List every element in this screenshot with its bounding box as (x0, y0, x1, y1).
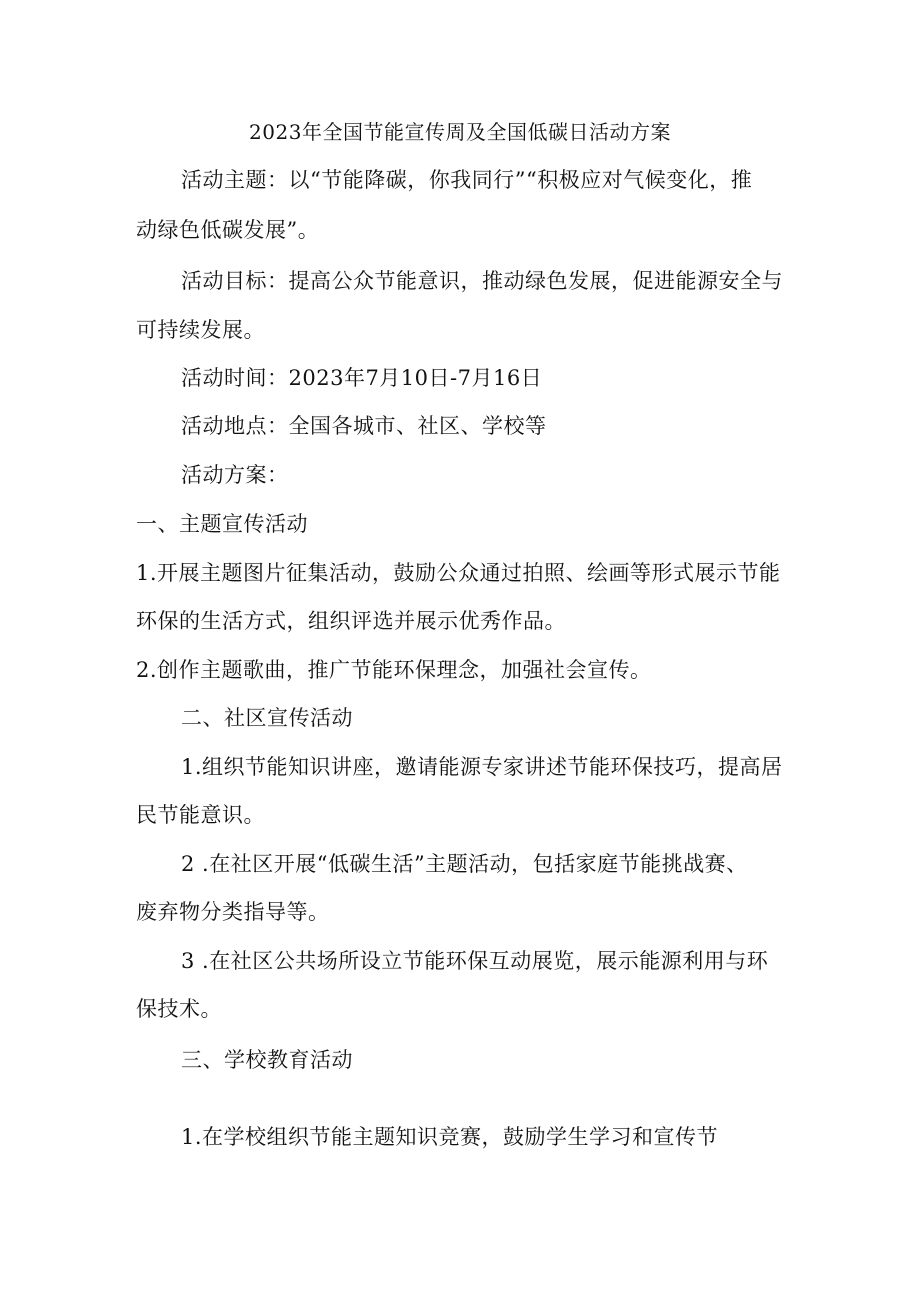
section2-item2-line2: 废弃物分类指导等。 (136, 900, 330, 924)
section2-item2-line1: 2 .在社区开展“低碳生活”主题活动，包括家庭节能挑战赛、 (181, 852, 748, 876)
goal-line-1: 活动目标：提高公众节能意识，推动绿色发展，促进能源安全与 (181, 269, 783, 293)
section1-item2: 2.创作主题歌曲，推广节能环保理念，加强社会宣传。 (136, 658, 652, 682)
section1-item1-line1: 1.开展主题图片征集活动，鼓励公众通过拍照、绘画等形式展示节能 (136, 561, 781, 585)
plan-label: 活动方案： (181, 463, 289, 487)
section2-heading: 二、社区宣传活动 (181, 706, 353, 730)
goal-line-2: 可持续发展。 (136, 318, 265, 342)
location-line: 活动地点：全国各城市、社区、学校等 (181, 414, 547, 438)
document-title: 2023年全国节能宣传周及全国低碳日活动方案 (249, 120, 671, 144)
theme-line-1: 活动主题：以“节能降碳，你我同行”“积极应对气候变化，推 (181, 168, 753, 192)
section2-item1-line2: 民节能意识。 (136, 803, 265, 827)
time-line: 活动时间：2023年7月10日-7月16日 (181, 366, 543, 390)
section3-heading: 三、学校教育活动 (181, 1048, 353, 1072)
section2-item1-line1: 1.组织节能知识讲座，邀请能源专家讲述节能环保技巧，提高居 (181, 755, 783, 779)
section1-heading: 一、主题宣传活动 (136, 512, 308, 536)
section1-item1-line2: 环保的生活方式，组织评选并展示优秀作品。 (136, 609, 566, 633)
section3-item1: 1.在学校组织节能主题知识竞赛，鼓励学生学习和宣传节 (181, 1125, 719, 1149)
section2-item3-line2: 保技术。 (136, 997, 222, 1021)
theme-line-2: 动绿色低碳发展”。 (136, 218, 320, 242)
section2-item3-line1: 3 .在社区公共场所设立节能环保互动展览，展示能源利用与环 (181, 949, 769, 973)
